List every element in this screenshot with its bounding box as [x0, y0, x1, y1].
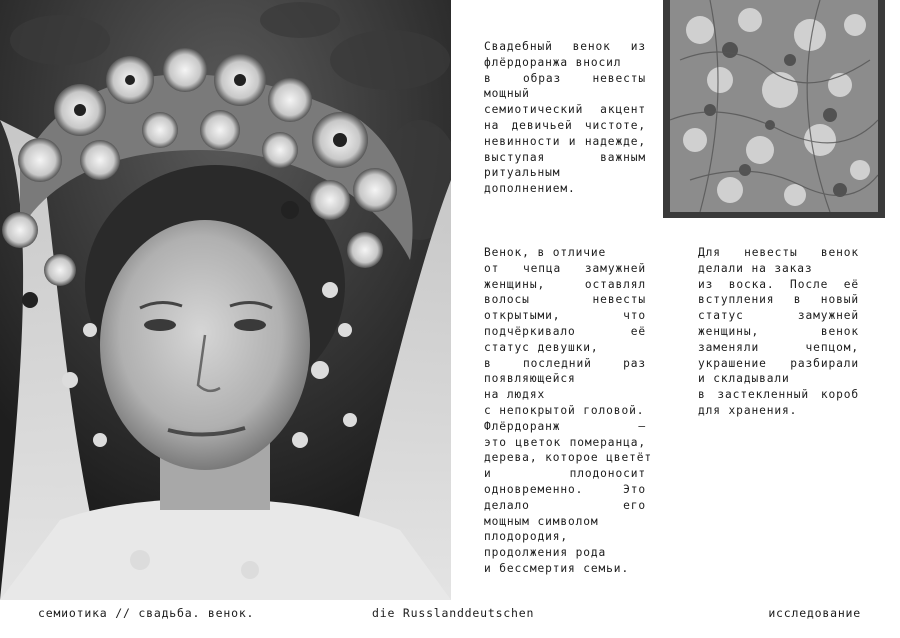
- text-line: открытыми, что: [484, 309, 646, 323]
- text-line: Свадебный венок из: [484, 40, 646, 53]
- text-line: дерева, которое цветёт: [484, 451, 652, 465]
- text-line: делали на заказ: [698, 261, 813, 275]
- paragraph-wreath-making: [698, 245, 859, 419]
- text-line: дополнением.: [484, 182, 576, 196]
- text-line: с непокрытой головой.: [484, 403, 645, 417]
- text-line: для хранения.: [698, 403, 798, 417]
- text-line: Венок, в отличие: [484, 246, 607, 259]
- text-line: украшение разбирали: [698, 356, 859, 370]
- text-line: Флёрдоранж —: [484, 419, 646, 433]
- text-line: в последний раз: [484, 356, 646, 370]
- text-line: это цветок померанца,: [484, 435, 646, 449]
- text-line: статус девушки,: [484, 340, 599, 354]
- text-line: одновременно. Это: [484, 482, 646, 496]
- footer-publication-title: die Russlanddeutschen: [372, 606, 535, 620]
- text-line: статус замужней: [698, 309, 859, 323]
- text-line: появляющейся: [484, 372, 576, 386]
- text-line: заменяли чепцом,: [698, 340, 859, 354]
- text-line: и складывали: [698, 372, 790, 386]
- text-line: вступления в новый: [698, 293, 859, 307]
- text-line: и бессмертия семьи.: [484, 561, 630, 575]
- text-line: на девичьей чистоте,: [484, 118, 646, 132]
- text-line: от чепца замужней: [484, 261, 646, 275]
- text-line: ритуальным: [484, 166, 561, 180]
- text-line: подчёркивало её: [484, 324, 646, 338]
- framed-wreath-photo: [663, 0, 885, 218]
- text-line: в застекленный короб: [698, 388, 859, 402]
- text-line: выступая важным: [484, 150, 646, 164]
- text-line: и плодоносит: [484, 467, 646, 481]
- text-line: мощный: [484, 87, 530, 101]
- text-line: женщины, оставлял: [484, 277, 646, 291]
- text-line: женщины, венок: [698, 324, 859, 338]
- paragraph-wreath-intro: [484, 39, 646, 197]
- text-line: продолжения рода: [484, 546, 607, 560]
- text-line: флёрдоранжа вносил: [484, 55, 622, 69]
- text-line: на людях: [484, 388, 546, 402]
- paragraph-wreath-meaning: [484, 245, 652, 577]
- text-line: невинности и надежде,: [484, 134, 646, 148]
- text-line: мощным символом: [484, 514, 599, 528]
- footer-category-label: исследование: [768, 606, 861, 620]
- text-line: волосы невесты: [484, 293, 646, 307]
- text-line: Для невесты венок: [698, 246, 859, 259]
- text-line: в образ невесты: [484, 71, 646, 85]
- text-line: из воска. После её: [698, 277, 859, 291]
- text-line: плодородия,: [484, 530, 568, 544]
- text-line: делало его: [484, 498, 646, 512]
- footer-section-label: семиотика // свадьба. венок.: [38, 606, 255, 620]
- text-line: семиотический акцент: [484, 103, 646, 117]
- bride-portrait-photo: [0, 0, 451, 600]
